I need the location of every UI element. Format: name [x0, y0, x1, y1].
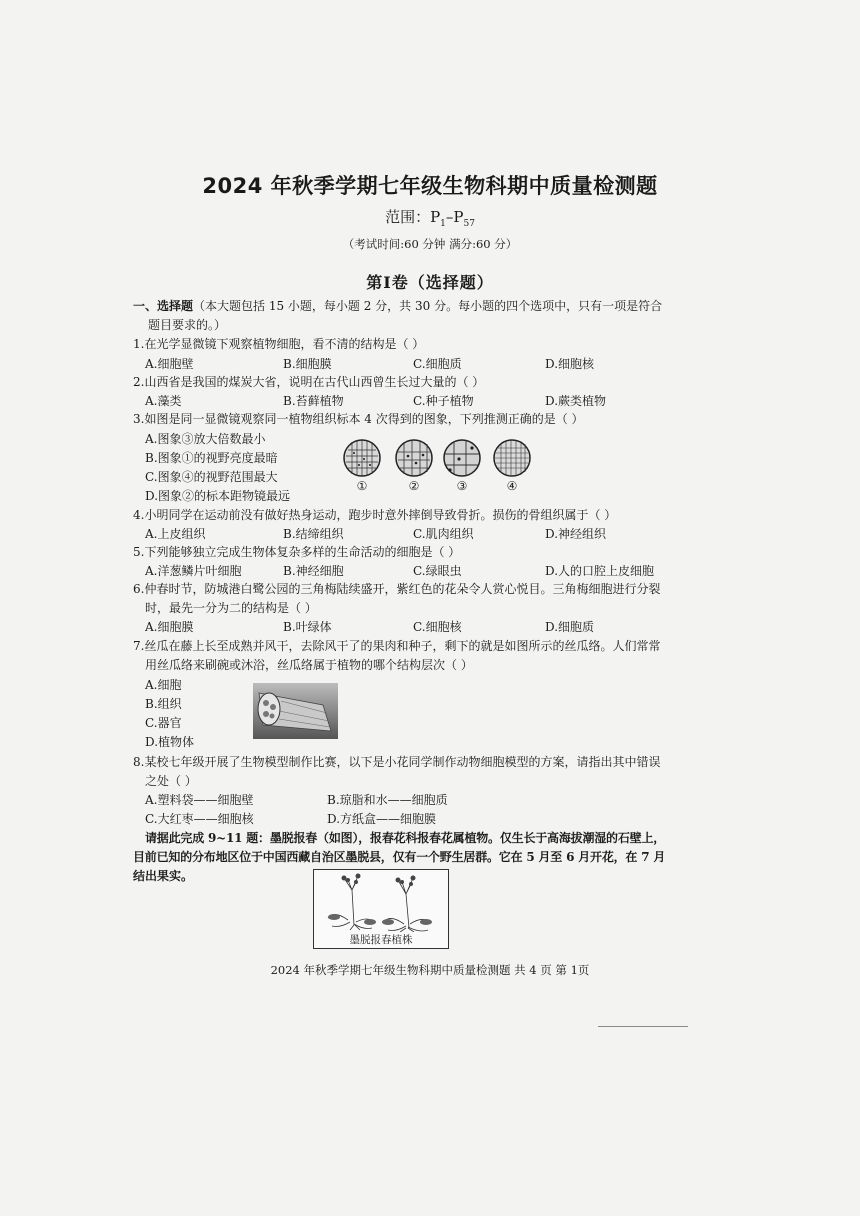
q7-stem-continued: 用丝瓜络来刷碗或沐浴，丝瓜络属于植物的哪个结构层次（ ）: [145, 658, 473, 672]
q7-stem: 7.丝瓜在藤上长至成熟并风干，去除风干了的果肉和种子，剩下的就是如图所示的丝瓜络。人们常常: [133, 639, 661, 653]
microscope-view-1-image: [342, 438, 382, 478]
microscope-view-3-label: ③: [456, 479, 468, 493]
q8-option-c: C.大红枣——细胞核: [145, 812, 254, 826]
microscope-view-4-image: [492, 438, 532, 478]
q3-option-a: A.图象③放大倍数最小: [145, 432, 266, 446]
q1-option-c: C.细胞质: [413, 357, 462, 371]
q3-stem: 3.如图是同一显微镜观察同一植物组织标本 4 次得到的图象，下列推测正确的是（ ）: [133, 412, 584, 426]
scope-dash: –P: [445, 208, 464, 226]
instruction-continuation: 题目要求的。）: [148, 318, 227, 332]
q1-stem: 1.在光学显微镜下观察植物细胞，看不清的结构是（ ）: [133, 337, 425, 351]
q5-option-b: B.神经细胞: [283, 564, 344, 578]
passage-line-3: 结出果实。: [133, 869, 194, 883]
instruction-heading: 一、选择题: [133, 299, 194, 313]
scope-sub-end: 57: [463, 219, 475, 229]
q5-option-c: C.绿眼虫: [413, 564, 462, 578]
microscope-view-1-label: ①: [356, 479, 368, 493]
instruction-text: （本大题包括 15 小题，每小题 2 分，共 30 分。每小题的四个选项中，只有一项是符合: [193, 299, 663, 313]
q6-option-a: A.细胞膜: [145, 620, 194, 634]
q2-option-b: B.苔藓植物: [283, 394, 344, 408]
q5-option-a: A.洋葱鳞片叶细胞: [145, 564, 242, 578]
microscope-view-2-image: [394, 438, 434, 478]
motuo-primrose-figure: [313, 869, 449, 949]
q2-option-d: D.蕨类植物: [545, 394, 607, 408]
scope-sub-start: 1: [440, 219, 446, 229]
q1-option-a: A.细胞壁: [145, 357, 194, 371]
loofah-sponge-image: [253, 683, 338, 739]
q4-option-b: B.结缔组织: [283, 527, 344, 541]
q8-stem: 8.某校七年级开展了生物模型制作比赛，以下是小花同学制作动物细胞模型的方案，请指出其中错误: [133, 755, 661, 769]
exam-title: 2024 年秋季学期七年级生物科期中质量检测题: [202, 174, 658, 198]
scope-prefix: 范围：P: [385, 208, 441, 226]
primrose-plant-image: [314, 870, 448, 932]
q1-option-d: D.细胞核: [545, 357, 595, 371]
q6-stem-continued: 时，最先一分为二的结构是（ ）: [145, 601, 317, 615]
q6-stem: 6.仲春时节，防城港白鹭公园的三角梅陆续盛开，紫红色的花朵令人赏心悦目。三角梅细胞进行分裂: [133, 582, 661, 596]
q4-option-c: C.肌肉组织: [413, 527, 474, 541]
q6-option-b: B.叶绿体: [283, 620, 332, 634]
q4-option-d: D.神经组织: [545, 527, 607, 541]
q5-stem: 5.下列能够独立完成生物体复杂多样的生命活动的细胞是（ ）: [133, 545, 461, 559]
q2-option-c: C.种子植物: [413, 394, 474, 408]
microscope-view-4-label: ④: [506, 479, 518, 493]
q6-option-c: C.细胞核: [413, 620, 462, 634]
microscope-view-3-image: [442, 438, 482, 478]
q2-stem: 2.山西省是我国的煤炭大省，说明在古代山西曾生长过大量的（ ）: [133, 375, 485, 389]
section-title: 第Ⅰ卷（选择题）: [366, 273, 494, 292]
passage-line-1: 请据此完成 9~11 题：墨脱报春（如图），报春花科报春花属植物。仅生长于高海拔潮湿的石壁上，: [145, 831, 666, 845]
q1-option-b: B.细胞膜: [283, 357, 332, 371]
page-footer: 2024 年秋季学期七年级生物科期中质量检测题 共 4 页 第 1页: [270, 963, 590, 977]
q8-option-b: B.琼脂和水——细胞质: [327, 793, 448, 807]
q8-stem-continued: 之处（ ）: [145, 774, 197, 788]
exam-info: （考试时间:60 分钟 满分:60 分）: [342, 237, 518, 251]
q7-option-a: A.细胞: [145, 678, 182, 692]
q3-option-b: B.图象①的视野亮度最暗: [145, 451, 278, 465]
q2-option-a: A.藻类: [145, 394, 182, 408]
passage-line-2: 目前已知的分布地区位于中国西藏自治区墨脱县，仅有一个野生居群。它在 5 月至 6 月开花，在 7 月: [133, 850, 666, 864]
q8-option-a: A.塑料袋——细胞壁: [145, 793, 254, 807]
q7-option-b: B.组织: [145, 697, 182, 711]
section-instruction: [133, 297, 662, 316]
q8-option-d: D.方纸盒——细胞膜: [327, 812, 437, 826]
q3-option-d: D.图象②的标本距物镜最远: [145, 489, 291, 503]
scan-artifact-line: [598, 1026, 688, 1027]
q5-option-d: D.人的口腔上皮细胞: [545, 564, 655, 578]
q7-option-c: C.器官: [145, 716, 182, 730]
q6-option-d: D.细胞质: [545, 620, 595, 634]
q4-option-a: A.上皮组织: [145, 527, 206, 541]
microscope-view-2-label: ②: [408, 479, 420, 493]
q3-option-c: C.图象④的视野范围最大: [145, 470, 278, 484]
figure-caption: 墨脱报春植株: [349, 934, 413, 946]
scope-range: [0, 206, 860, 229]
q7-option-d: D.植物体: [145, 735, 195, 749]
q4-stem: 4.小明同学在运动前没有做好热身运动，跑步时意外摔倒导致骨折。损伤的骨组织属于（ ）: [133, 508, 617, 522]
